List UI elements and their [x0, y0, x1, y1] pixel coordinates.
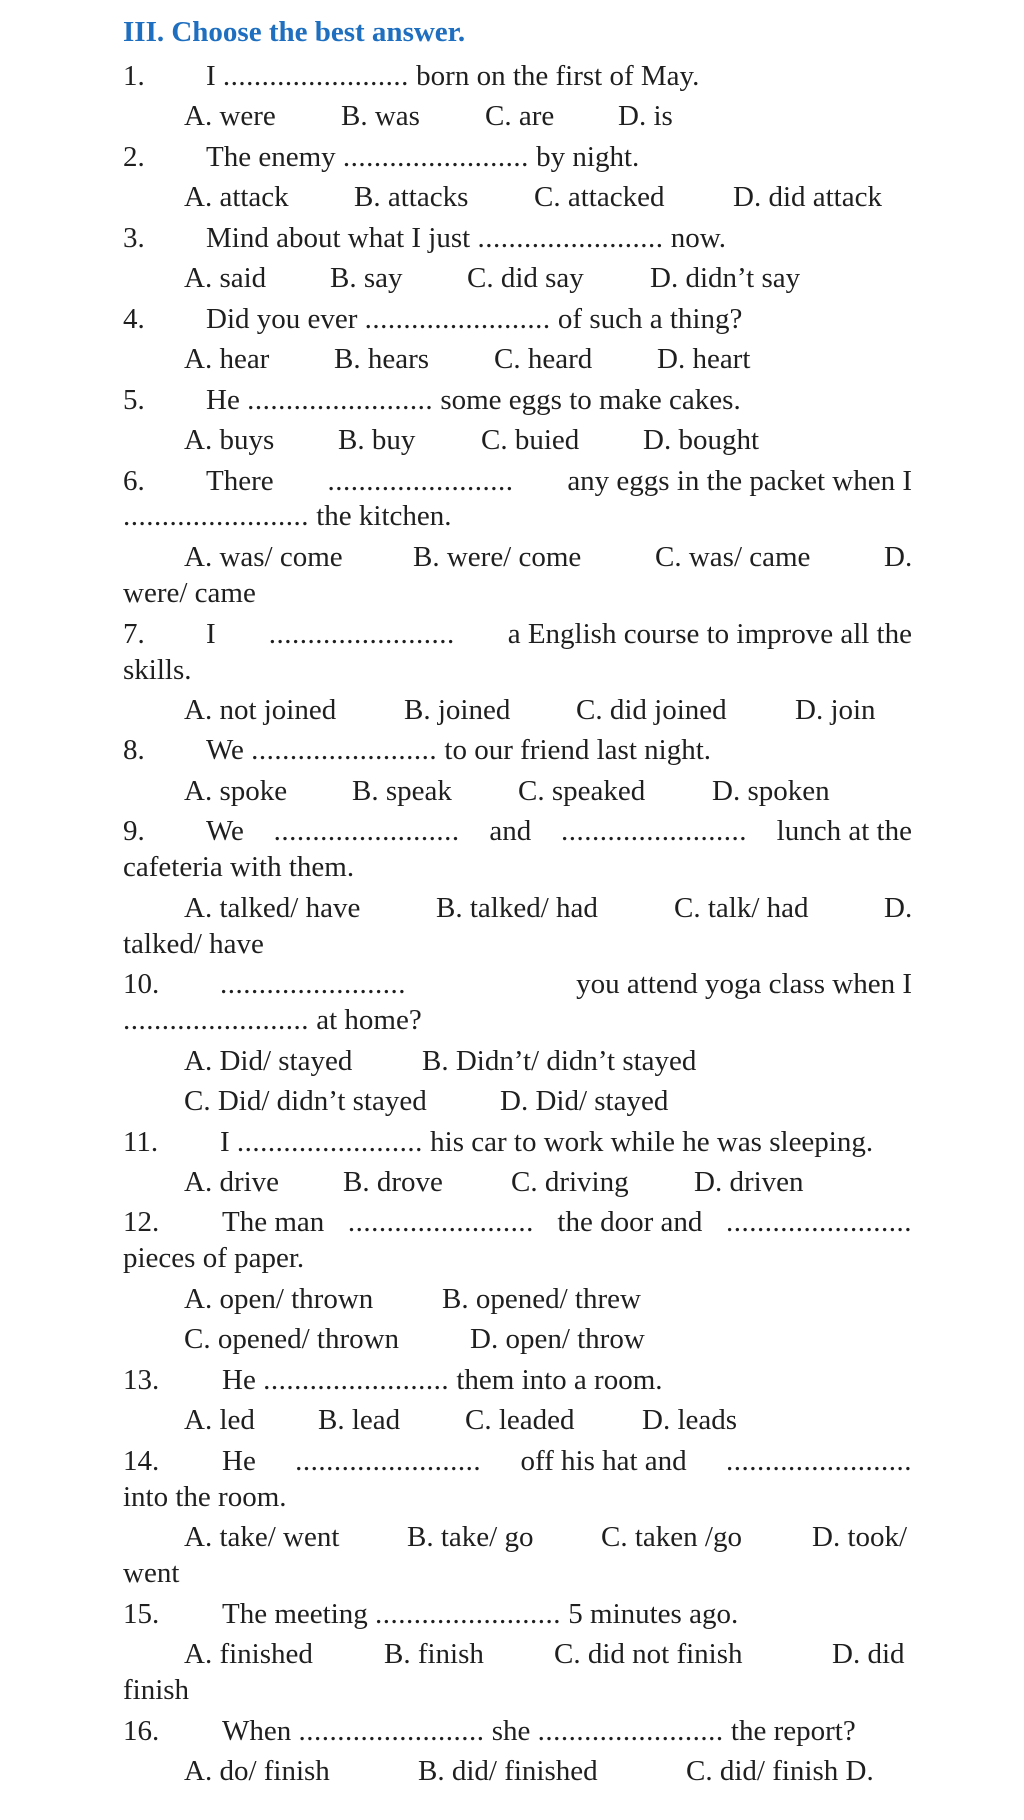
option-a: A. talked/ have: [184, 892, 361, 924]
option-d-cont: talked/ have: [123, 928, 264, 960]
option-d: D.: [884, 892, 913, 924]
option-d: D. Did/ stayed: [500, 1085, 669, 1117]
question-number: 7.: [123, 618, 145, 650]
question-number: 3.: [123, 222, 145, 254]
option-c: C. taken /go: [601, 1521, 742, 1553]
question-text: We ........................ and ........................ lunch at the: [206, 815, 912, 847]
question-number: 13.: [123, 1364, 160, 1396]
option-c: C. Did/ didn’t stayed: [184, 1085, 427, 1117]
question-number: 2.: [123, 141, 145, 173]
option-b: B. say: [330, 262, 403, 294]
option-b: B. talked/ had: [436, 892, 598, 924]
option-d: D. driven: [694, 1166, 804, 1198]
option-c: C. did joined: [576, 694, 727, 726]
option-c: C. speaked: [518, 775, 646, 807]
question-number: 8.: [123, 734, 145, 766]
question-text: There ........................ any eggs in the packet when I: [206, 465, 912, 497]
option-b: B. joined: [404, 694, 511, 726]
option-d: D. bought: [643, 424, 759, 456]
question-number: 15.: [123, 1598, 160, 1630]
option-b: B. finish: [384, 1638, 484, 1670]
question-text-cont: pieces of paper.: [123, 1242, 305, 1274]
option-b: B. take/ go: [407, 1521, 534, 1553]
question-text-cont: skills.: [123, 654, 192, 686]
question-text: The enemy ........................ by night.: [206, 141, 640, 173]
question-text-cont: ........................ the kitchen.: [123, 500, 452, 532]
option-a: A. were: [184, 100, 276, 132]
option-c: C. leaded: [465, 1404, 575, 1436]
option-c: C. was/ came: [655, 541, 811, 573]
option-d: D. spoken: [712, 775, 830, 807]
option-a: A. open/ thrown: [184, 1283, 374, 1315]
question-number: 11.: [123, 1126, 159, 1158]
question-number: 14.: [123, 1445, 160, 1477]
question-text: The man ........................ the door and ........................: [222, 1206, 912, 1238]
option-d: D. did: [832, 1638, 905, 1670]
option-c: C. are: [485, 100, 555, 132]
option-d: D. leads: [642, 1404, 738, 1436]
question-number: 1.: [123, 60, 145, 92]
option-b: B. buy: [338, 424, 416, 456]
question-number: 5.: [123, 384, 145, 416]
option-d: D.: [884, 541, 913, 573]
option-a: A. drive: [184, 1166, 280, 1198]
question-number: 9.: [123, 815, 145, 847]
option-c: C. did/ finish D.: [686, 1755, 874, 1787]
option-d-cont: were/ came: [123, 577, 256, 609]
option-b: B. was: [341, 100, 420, 132]
question-number: 16.: [123, 1715, 160, 1747]
option-d: D. join: [795, 694, 876, 726]
option-a: A. was/ come: [184, 541, 343, 573]
option-c: C. did not finish: [554, 1638, 743, 1670]
option-b: B. drove: [343, 1166, 443, 1198]
option-c: C. driving: [511, 1166, 629, 1198]
question-text: I ........................ his car to work while he was sleeping.: [220, 1126, 874, 1158]
question-text: The meeting ........................ 5 minutes ago.: [222, 1598, 739, 1630]
question-text-cont: into the room.: [123, 1481, 287, 1513]
section-heading: III. Choose the best answer.: [123, 16, 466, 48]
option-d: D. didn’t say: [650, 262, 801, 294]
option-d: D. open/ throw: [470, 1323, 645, 1355]
option-a: A. not joined: [184, 694, 337, 726]
option-d: D. did attack: [733, 181, 882, 213]
question-text-cont: cafeteria with them.: [123, 851, 355, 883]
option-b: B. speak: [352, 775, 452, 807]
question-text: He ........................ them into a room.: [222, 1364, 663, 1396]
option-c: C. heard: [494, 343, 593, 375]
option-a: A. do/ finish: [184, 1755, 330, 1787]
question-text: ........................ you attend yoga class when I: [220, 968, 912, 1000]
option-a: A. led: [184, 1404, 255, 1436]
option-c: C. attacked: [534, 181, 665, 213]
option-b: B. lead: [318, 1404, 401, 1436]
option-b: B. attacks: [354, 181, 469, 213]
option-d-cont: went: [123, 1557, 180, 1589]
option-c: C. did say: [467, 262, 584, 294]
option-d: D. heart: [657, 343, 751, 375]
option-a: A. buys: [184, 424, 275, 456]
option-d-cont: finish: [123, 1674, 190, 1706]
option-c: C. buied: [481, 424, 580, 456]
question-number: 6.: [123, 465, 145, 497]
question-text: He ........................ some eggs to make cakes.: [206, 384, 741, 416]
question-text: When ........................ she ........................ the report?: [222, 1715, 856, 1747]
option-a: A. hear: [184, 343, 270, 375]
option-d: D. took/: [812, 1521, 908, 1553]
question-text: He ........................ off his hat and ........................: [222, 1445, 912, 1477]
question-number: 4.: [123, 303, 145, 335]
option-a: A. said: [184, 262, 267, 294]
question-text: I ........................ born on the first of May.: [206, 60, 700, 92]
option-a: A. Did/ stayed: [184, 1045, 353, 1077]
option-a: A. attack: [184, 181, 289, 213]
question-text: We ........................ to our friend last night.: [206, 734, 712, 766]
option-b: B. did/ finished: [418, 1755, 598, 1787]
option-a: A. take/ went: [184, 1521, 340, 1553]
question-text-cont: ........................ at home?: [123, 1004, 422, 1036]
option-a: A. finished: [184, 1638, 313, 1670]
option-d: D. is: [618, 100, 673, 132]
question-number: 10.: [123, 968, 160, 1000]
option-b: B. were/ come: [413, 541, 582, 573]
option-b: B. opened/ threw: [442, 1283, 641, 1315]
option-b: B. Didn’t/ didn’t stayed: [422, 1045, 697, 1077]
question-text: Mind about what I just ........................ now.: [206, 222, 727, 254]
question-number: 12.: [123, 1206, 160, 1238]
question-text: I ........................ a English course to improve all the: [206, 618, 912, 650]
option-a: A. spoke: [184, 775, 288, 807]
option-c: C. opened/ thrown: [184, 1323, 400, 1355]
option-c: C. talk/ had: [674, 892, 809, 924]
question-text: Did you ever ........................ of such a thing?: [206, 303, 743, 335]
option-b: B. hears: [334, 343, 430, 375]
